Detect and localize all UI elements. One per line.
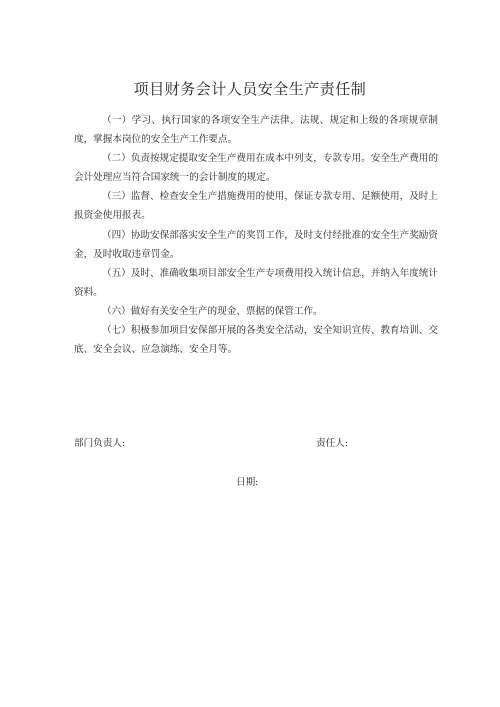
- clause-item: （四）协助安保部落实安全生产的奖罚工作，及时支付经批准的安全生产奖励资金，及时收取违章罚金。: [74, 229, 438, 260]
- document-title: 项目财务会计人员安全生产责任制: [133, 80, 367, 98]
- dept-head-signature-label: 部门负责人:: [74, 438, 126, 449]
- clause-item: （一）学习、执行国家的各项安全生产法律、法规、规定和上级的各项规章制度，掌握本岗位的安全生产工作要点。: [74, 115, 438, 146]
- clause-list: [74, 111, 438, 359]
- clause-item: （三）监督、检查安全生产措施费用的使用，保证专款专用、足额使用，及时上报资金使用报表。: [74, 191, 438, 222]
- responsible-person-signature-label: 责任人:: [316, 438, 349, 449]
- clause-item: （七）积极参加项目安保部开展的各类安全活动，安全知识宣传、教育培训、交底、安全会议、应急演练、安全月等。: [74, 325, 438, 356]
- clause-item: （二）负责按规定提取安全生产费用在成本中列支，专款专用。安全生产费用的会计处理应当符合国家统一的会计制度的规定。: [74, 153, 438, 184]
- clause-item: （六）做好有关安全生产的现金、票据的保管工作。: [102, 305, 323, 317]
- clause-item: （五）及时、准确收集项目部安全生产专项费用投入统计信息，并纳入年度统计资料。: [74, 267, 438, 298]
- date-label: 日期:: [236, 477, 259, 488]
